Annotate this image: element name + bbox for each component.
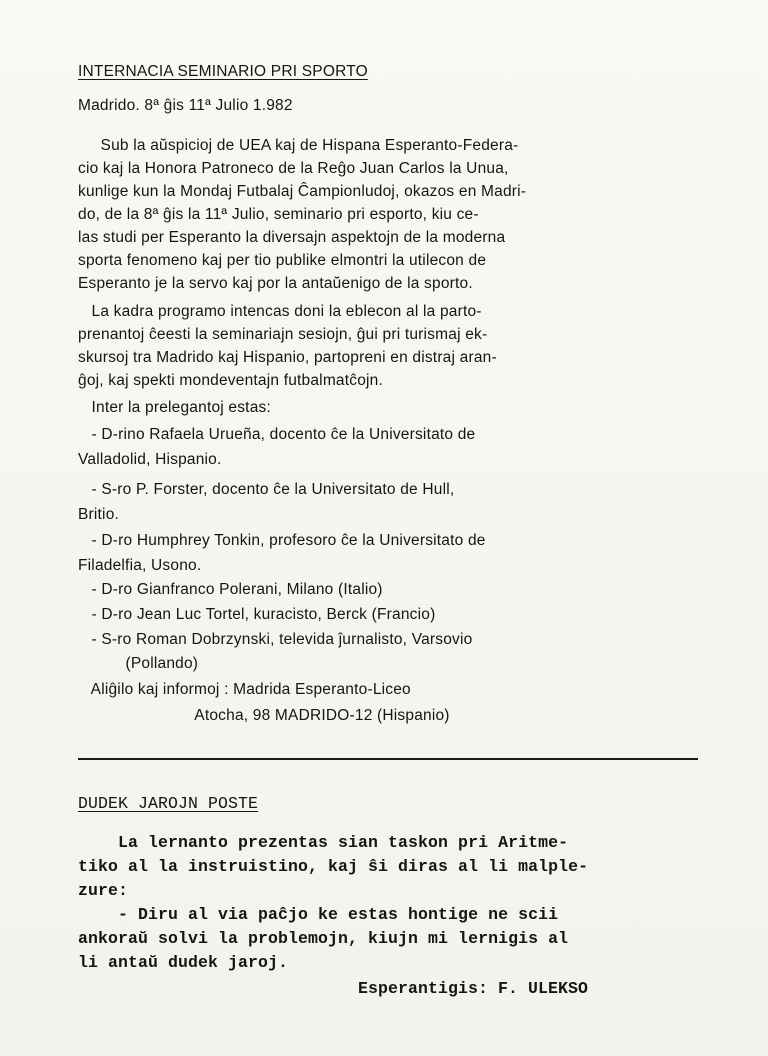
article1-line: Esperanto je la servo kaj por la antaŭenigo de la sporto. [78,275,473,292]
article1-line: - S-ro P. Forster, docento ĉe la Universitato de Hull, [78,481,455,498]
article1-line: kunlige kun la Mondaj Futbalaj Ĉampionludoj, okazos en Madri- [78,183,527,200]
article1-line: Atocha, 98 MADRIDO-12 (Hispanio) [78,707,450,724]
article2-line: zure: [78,881,129,900]
article2-line: La lernanto prezentas sian taskon pri Aritme- [78,833,569,852]
article1-line: sporta fenomeno kaj per tio publike elmontri la utilecon de [78,252,487,269]
article1-line: Britio. [78,506,120,523]
section-divider [78,758,698,760]
article2-line: - Diru al via paĉjo ke estas hontige ne scii [78,905,559,924]
article1-line: skursoj tra Madrido kaj Hispanio, partopreni en distraj aran- [78,349,497,366]
article1-line: Valladolid, Hispanio. [78,451,222,468]
article1-line: prenantoj ĉeesti la seminariajn sesiojn, ĝui pri turismaj ek- [78,326,488,343]
article1-line: do, de la 8ª ĝis la 11ª Julio, seminario pri esporto, kiu ce- [78,206,479,223]
article1-line: ĝoj, kaj spekti mondeventajn futbalmatĉojn. [78,372,383,389]
article1-heading: INTERNACIA SEMINARIO PRI SPORTO [78,63,368,80]
article1-line: - S-ro Roman Dobrzynski, televida ĵurnalisto, Varsovio [78,631,473,648]
article2-heading: DUDEK JAROJN POSTE [78,794,259,813]
article1-line: - D-ro Humphrey Tonkin, profesoro ĉe la Universitato de [78,532,486,549]
article1-line: Inter la prelegantoj estas: [78,399,271,416]
article1-dateline: Madrido. 8ª ĝis 11ª Julio 1.982 [78,97,293,114]
article1-line: cio kaj la Honora Patroneco de la Reĝo Juan Carlos la Unua, [78,160,509,177]
article1-line: Aliĝilo kaj informoj : Madrida Esperanto-Liceo [78,681,411,698]
article2-line: ankoraŭ solvi la problemojn, kiujn mi lernigis al [78,929,569,948]
article1-line: - D-ro Gianfranco Polerani, Milano (Italio) [78,581,383,598]
article1-line: La kadra programo intencas doni la eblecon al la parto- [78,303,482,320]
article1-line: - D-rino Rafaela Urueña, docento ĉe la Universitato de [78,426,476,443]
article1-line: Filadelfia, Usono. [78,557,202,574]
article2-line: li antaŭ dudek jaroj. [78,953,289,972]
article1-line: las studi per Esperanto la diversajn aspektojn de la moderna [78,229,506,246]
article2-line: tiko al la instruistino, kaj ŝi diras al li malple- [78,857,589,876]
article1-line: Sub la aŭspicioj de UEA kaj de Hispana Esperanto-Federa- [78,137,519,154]
article1-line: (Pollando) [112,655,199,672]
article1-line: - D-ro Jean Luc Tortel, kuracisto, Berck (Francio) [78,606,436,623]
article2-signature: Esperantigis: F. ULEKSO [358,979,589,998]
